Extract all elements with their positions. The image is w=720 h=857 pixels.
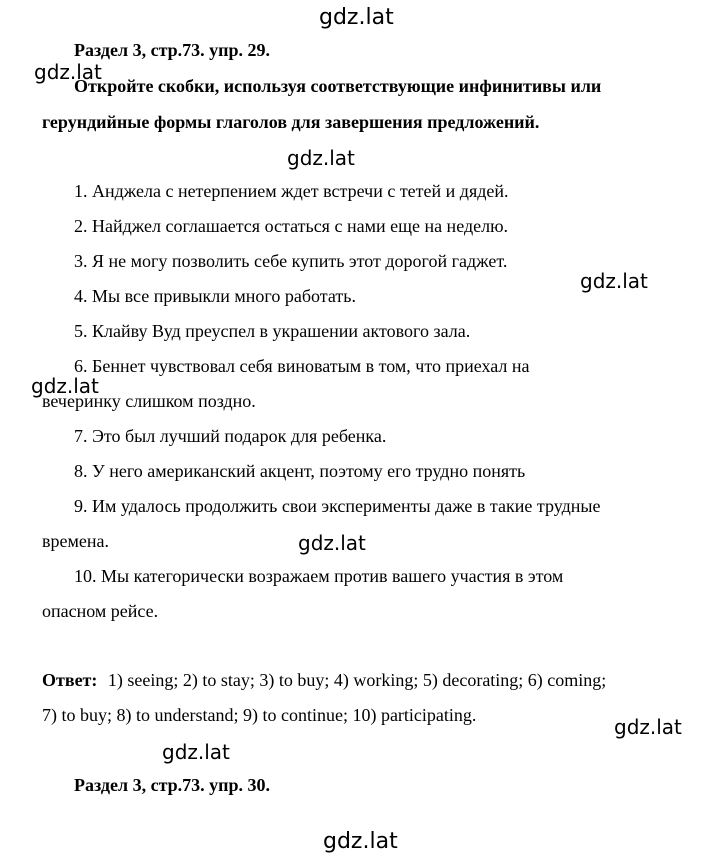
- sentence-2: 2. Найджел соглашается остаться с нами еще на неделю.: [74, 216, 509, 236]
- sentence-4: 4. Мы все привыкли много работать.: [74, 286, 356, 306]
- sentence-10: 10. Мы категорически возражаем против вашего участия в этом: [74, 566, 564, 586]
- watermark-left-2: gdz.lat: [31, 374, 99, 398]
- sentence-6: 6. Беннет чувствовал себя виноватым в том, что приехал на: [74, 356, 530, 376]
- sentence-1: 1. Анджела с нетерпением ждет встречи с тетей и дядей.: [74, 181, 509, 201]
- answer-line-2: 7) to buy; 8) to understand; 9) to continue; 10) participating.: [42, 705, 477, 725]
- instruction-line-2: герундийные формы глаголов для завершения предложений.: [42, 112, 540, 132]
- answer-label: Ответ:: [42, 670, 98, 690]
- watermark-bottom: gdz.lat: [323, 829, 398, 854]
- answer-line-1: [42, 671, 606, 689]
- watermark-center-3: gdz.lat: [162, 740, 230, 764]
- instruction-line-1: Откройте скобки, используя соответствующие инфинитивы или: [74, 76, 602, 96]
- sentence-6-cont: вечеринку слишком поздно.: [42, 391, 256, 411]
- sentence-9-cont: времена.: [42, 531, 109, 551]
- section-header: Раздел 3, стр.73. упр. 29.: [74, 40, 271, 60]
- sentence-9: 9. Им удалось продолжить свои эксперименты даже в такие трудные: [74, 496, 601, 516]
- watermark-top: gdz.lat: [319, 5, 394, 30]
- watermark-right-1: gdz.lat: [580, 269, 648, 293]
- watermark-left-1: gdz.lat: [34, 60, 102, 84]
- watermark-right-2: gdz.lat: [614, 715, 682, 739]
- sentence-7: 7. Это был лучший подарок для ребенка.: [74, 426, 387, 446]
- sentence-3: 3. Я не могу позволить себе купить этот дорогой гаджет.: [74, 251, 508, 271]
- watermark-center-1: gdz.lat: [287, 146, 355, 170]
- section-header-next: Раздел 3, стр.73. упр. 30.: [74, 775, 271, 795]
- sentence-8: 8. У него американский акцент, поэтому его трудно понять: [74, 461, 526, 481]
- sentence-10-cont: опасном рейсе.: [42, 601, 159, 621]
- watermark-center-2: gdz.lat: [298, 531, 366, 555]
- answer-text-1: 1) seeing; 2) to stay; 3) to buy; 4) working; 5) decorating; 6) coming;: [107, 670, 607, 690]
- sentence-5: 5. Клайву Вуд преуспел в украшении актового зала.: [74, 321, 471, 341]
